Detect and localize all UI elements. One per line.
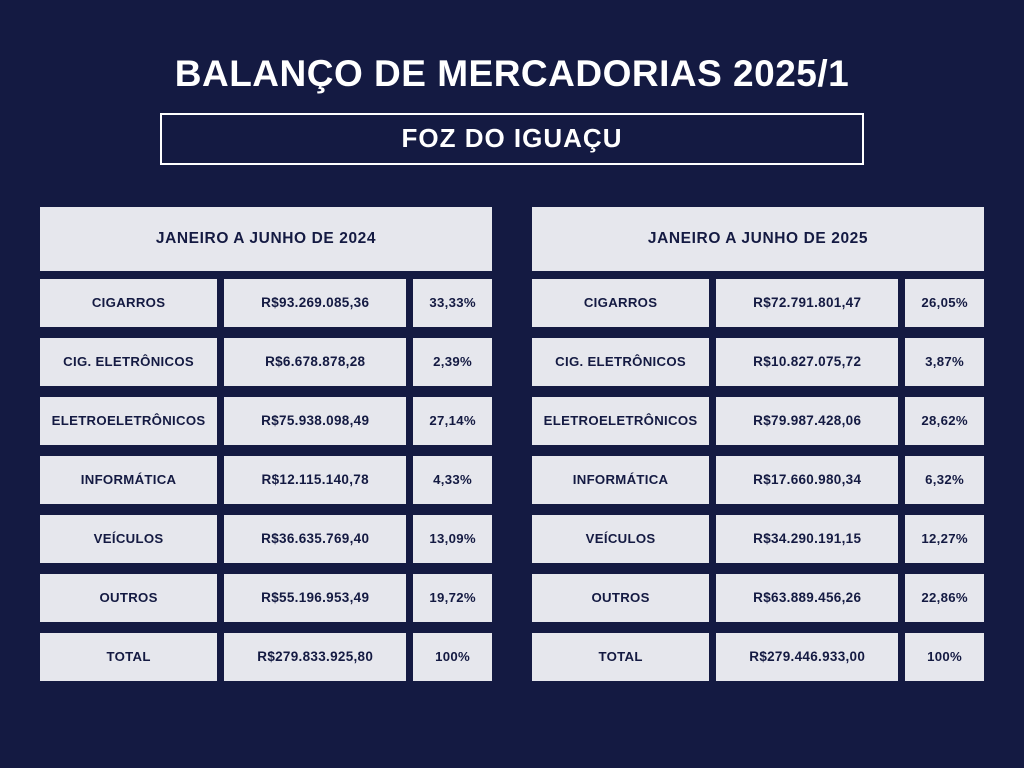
category-value: R$75.938.098,49 — [224, 397, 406, 445]
category-value: R$6.678.878,28 — [224, 338, 406, 386]
column-header: JANEIRO A JUNHO DE 2024 — [40, 207, 492, 271]
table-row — [40, 574, 492, 622]
total-value: R$279.446.933,00 — [716, 633, 898, 681]
category-value: R$72.791.801,47 — [716, 279, 898, 327]
category-label: OUTROS — [532, 574, 709, 622]
category-label: CIG. ELETRÔNICOS — [40, 338, 217, 386]
column-header: JANEIRO A JUNHO DE 2025 — [532, 207, 984, 271]
table-row — [532, 279, 984, 327]
table-row-total — [40, 633, 492, 681]
table-row — [40, 456, 492, 504]
category-value: R$36.635.769,40 — [224, 515, 406, 563]
category-value: R$34.290.191,15 — [716, 515, 898, 563]
table-row — [532, 397, 984, 445]
category-percent: 26,05% — [905, 279, 984, 327]
total-label: TOTAL — [532, 633, 709, 681]
category-label: CIGARROS — [40, 279, 217, 327]
category-label: OUTROS — [40, 574, 217, 622]
category-percent: 13,09% — [413, 515, 492, 563]
category-percent: 12,27% — [905, 515, 984, 563]
category-percent: 33,33% — [413, 279, 492, 327]
category-percent: 22,86% — [905, 574, 984, 622]
comparison-columns — [0, 207, 1024, 692]
total-percent: 100% — [905, 633, 984, 681]
subtitle-box — [160, 113, 864, 165]
table-row — [40, 515, 492, 563]
column-2024 — [40, 207, 492, 692]
category-value: R$12.115.140,78 — [224, 456, 406, 504]
table-row — [532, 456, 984, 504]
category-percent: 27,14% — [413, 397, 492, 445]
total-label: TOTAL — [40, 633, 217, 681]
category-label: INFORMÁTICA — [532, 456, 709, 504]
category-percent: 6,32% — [905, 456, 984, 504]
total-percent: 100% — [413, 633, 492, 681]
category-value: R$55.196.953,49 — [224, 574, 406, 622]
category-value: R$79.987.428,06 — [716, 397, 898, 445]
total-value: R$279.833.925,80 — [224, 633, 406, 681]
category-label: ELETROELETRÔNICOS — [40, 397, 217, 445]
category-percent: 19,72% — [413, 574, 492, 622]
category-percent: 3,87% — [905, 338, 984, 386]
category-label: CIG. ELETRÔNICOS — [532, 338, 709, 386]
table-row — [40, 279, 492, 327]
category-percent: 28,62% — [905, 397, 984, 445]
category-value: R$63.889.456,26 — [716, 574, 898, 622]
category-label: CIGARROS — [532, 279, 709, 327]
category-value: R$17.660.980,34 — [716, 456, 898, 504]
table-row — [532, 574, 984, 622]
column-2025 — [532, 207, 984, 692]
category-value: R$93.269.085,36 — [224, 279, 406, 327]
category-label: ELETROELETRÔNICOS — [532, 397, 709, 445]
table-row — [40, 397, 492, 445]
table-row-total — [532, 633, 984, 681]
page-title: BALANÇO DE MERCADORIAS 2025/1 — [174, 53, 850, 94]
category-percent: 4,33% — [413, 456, 492, 504]
table-row — [532, 338, 984, 386]
category-label: INFORMÁTICA — [40, 456, 217, 504]
table-row — [40, 338, 492, 386]
category-value: R$10.827.075,72 — [716, 338, 898, 386]
category-label: VEÍCULOS — [532, 515, 709, 563]
category-label: VEÍCULOS — [40, 515, 217, 563]
table-row — [532, 515, 984, 563]
page-subtitle: FOZ DO IGUAÇU — [401, 123, 623, 154]
category-percent: 2,39% — [413, 338, 492, 386]
